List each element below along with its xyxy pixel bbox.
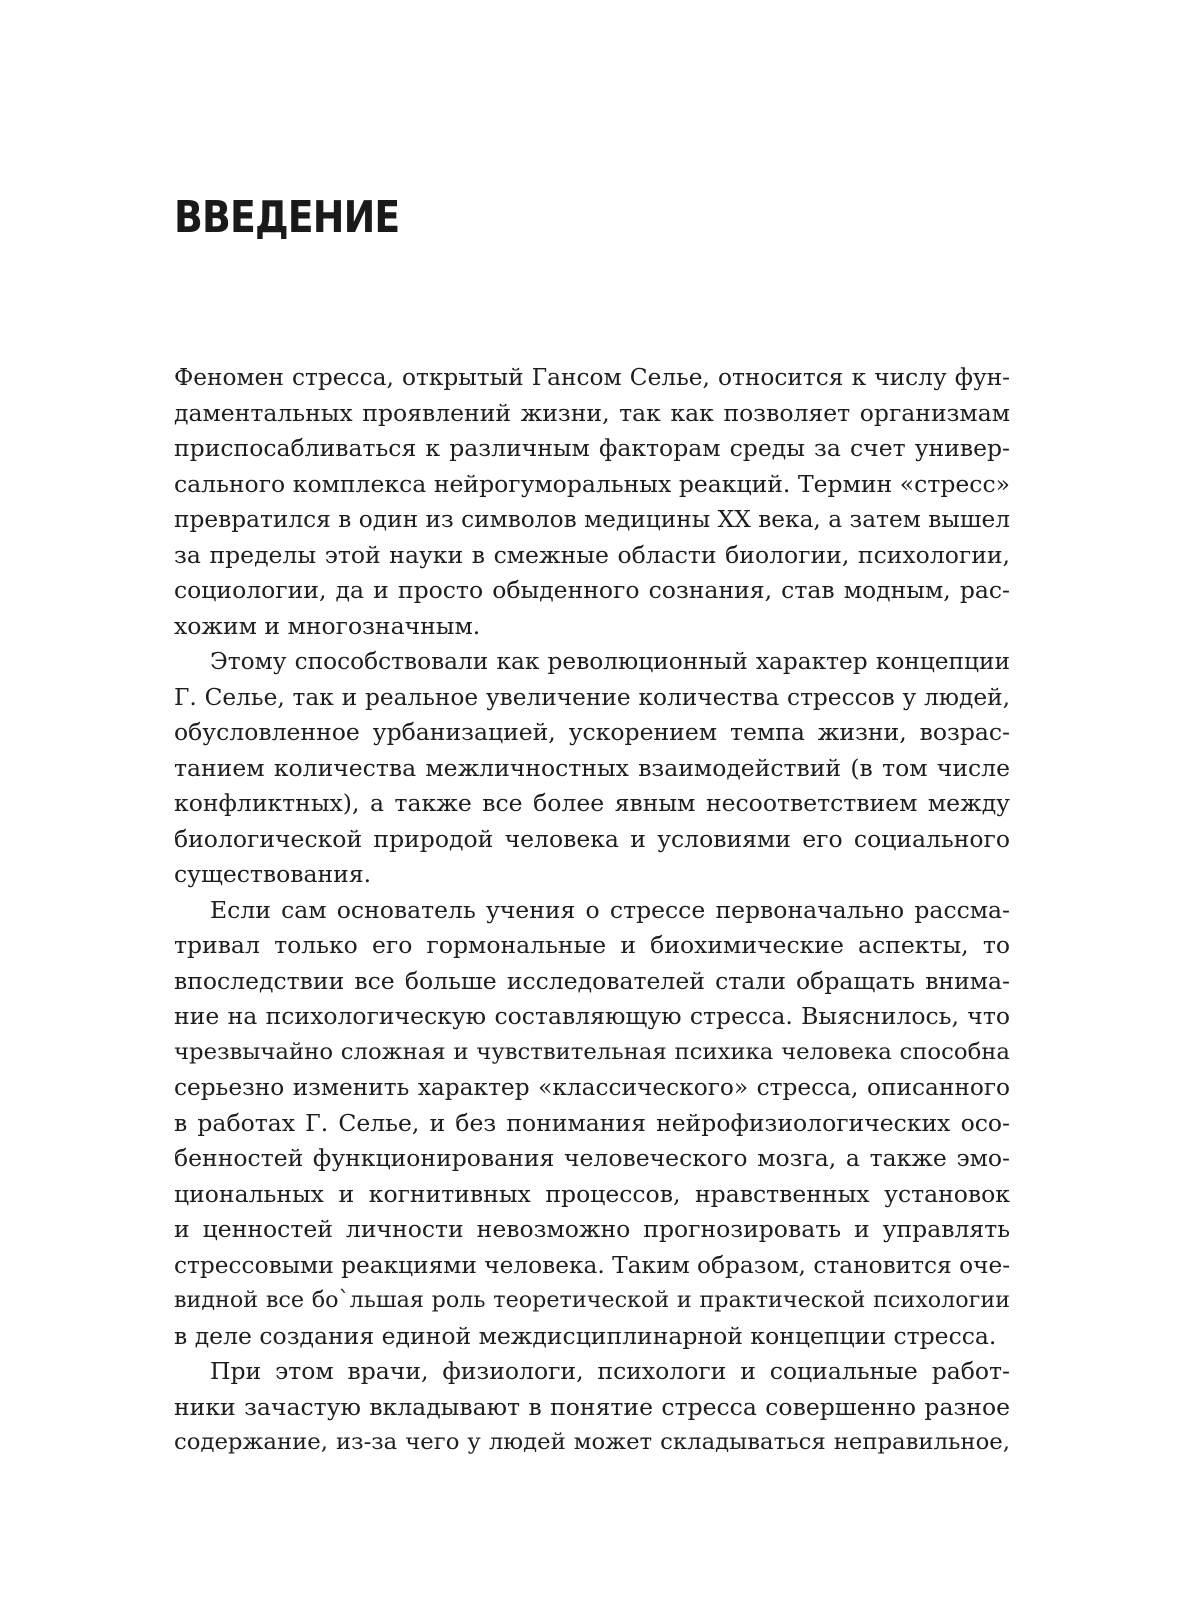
text-line: впоследствии все больше исследователей стали обращать внима- [174,966,1010,995]
text-line: ние на психологическую составляющую стресса. Выяснилось, что [174,1002,1010,1030]
text-line: конфликтных), а также все более явным несоответствием между [174,789,1010,817]
text-line: превратился в один из символов медицины XX века, а затем вышел [174,506,1010,533]
chapter-title: ВВЕДЕНИЕ [174,192,400,243]
paragraph-2 [174,644,1010,893]
text-line: чрезвычайно сложная и чувствительная психика человека способна [174,1038,1010,1065]
text-line: серьезно изменить характер «классического» стресса, описанного [174,1074,1010,1101]
text-line: видной все бо`льшая роль теоретической и практической психологии [174,1287,1010,1313]
text-line: и ценностей личности невозможно прогнозировать и управлять [174,1215,1010,1243]
text-line: существования. [174,860,372,888]
paragraph-1 [174,360,1010,644]
text-line: Г. Селье, так и реальное увеличение количества стрессов у людей, [174,683,1010,711]
text-line: ники зачастую вкладывают в понятие стресса совершенно разное [174,1392,1010,1421]
text-line: социологии, да и просто обыденного сознания, став модным, рас- [174,576,1010,604]
text-line: циональных и когнитивных процессов, нравственных установок [174,1179,1010,1208]
text-line: в деле создания единой междисциплинарной концепции стресса. [174,1321,997,1350]
paragraph-4 [174,1354,1010,1461]
text-line: бенностей функционирования человеческого мозга, а также эмо- [174,1144,1010,1172]
text-line: в работах Г. Селье, и без понимания нейрофизиологических осо- [174,1108,1010,1137]
text-line: хожим и многозначным. [174,611,481,640]
text-line: биологической природой человека и условиями его социального [174,824,1010,853]
text-line: Феномен стресса, открытый Гансом Селье, относится к числу фун- [174,364,1010,391]
text-line: даментальных проявлений жизни, так как позволяет организмам [174,398,1010,427]
text-line: приспосабливаться к различным факторам среды за счет универ- [174,434,1010,462]
paragraph-3 [174,893,1010,1355]
text-line: Этому способствовали как революционный характер концепции [210,648,1010,675]
text-line: содержание, из-за чего у людей может складываться неправильное, [174,1429,1010,1455]
text-line: обусловленное урбанизацией, ускорением темпа жизни, возрас- [174,718,1010,746]
text-line: за пределы этой науки в смежные области биологии, психологии, [174,540,1010,569]
text-line: сального комплекса нейрогуморальных реакций. Термин «стресс» [174,469,1010,498]
text-line: Если сам основатель учения о стрессе первоначально рассма- [210,895,1010,924]
text-line: тривал только его гормональные и биохимические аспекты, то [174,931,1010,959]
text-line: При этом врачи, физиологи, психологи и социальные работ- [210,1357,1010,1385]
body-text [174,360,1010,1461]
text-line: стрессовыми реакциями человека. Таким образом, становится оче- [174,1251,1011,1279]
text-line: танием количества межличностных взаимодействий (в том числе [174,753,1010,782]
